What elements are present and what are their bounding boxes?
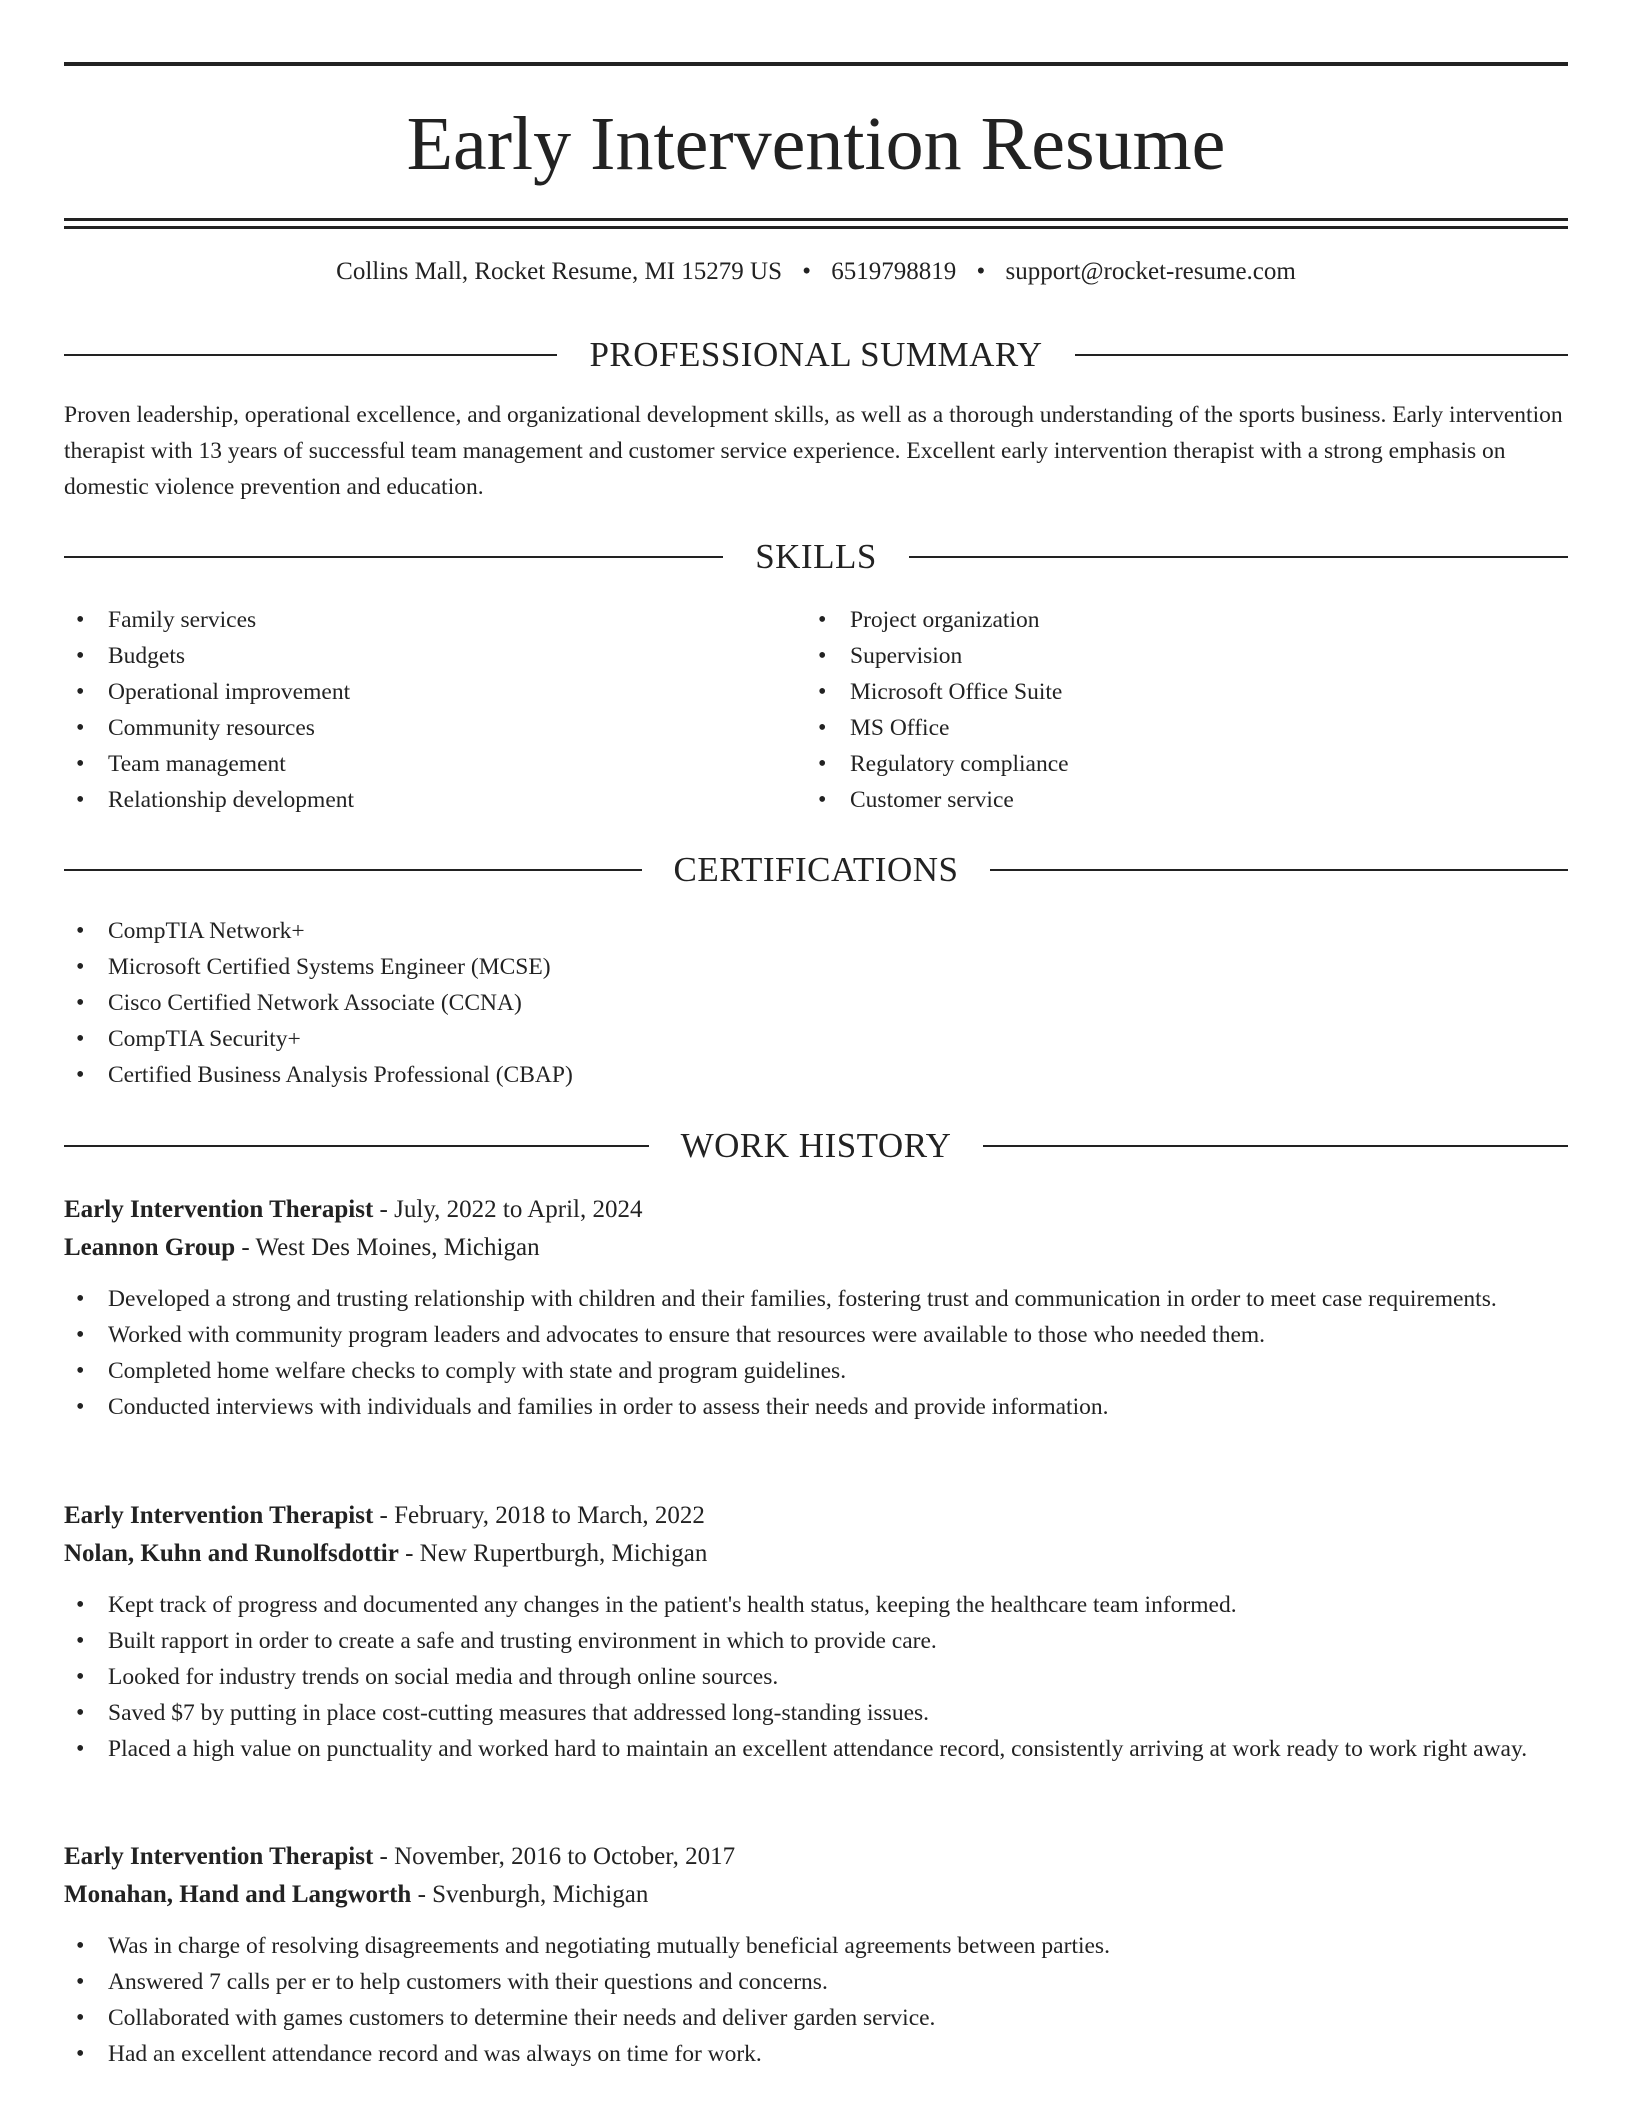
heading-rule xyxy=(64,354,557,356)
job-entry xyxy=(64,1497,1568,1767)
skill-item: • Family services xyxy=(64,602,804,638)
job-bullet: • Placed a high value on punctuality and worked hard to maintain an excellent attendance record, consistently arriving at work ready to work right away. xyxy=(64,1731,1568,1767)
job-company-row: Monahan, Hand and Langworth - Svenburgh, Michigan xyxy=(64,1881,649,1908)
job-entry xyxy=(64,1838,1568,2072)
skill-item: • Budgets xyxy=(64,638,804,674)
job-bullets xyxy=(64,1281,1568,1425)
job-title-row: Early Intervention Therapist - February, 2018 to March, 2022 xyxy=(64,1502,705,1529)
summary-heading xyxy=(64,333,1568,377)
job-title-row: Early Intervention Therapist - November, 2016 to October, 2017 xyxy=(64,1843,736,1870)
certifications-list xyxy=(64,913,1568,1093)
title-top-rule xyxy=(64,62,1568,66)
certification-item: • Certified Business Analysis Professional (CBAP) xyxy=(64,1057,1568,1093)
job-bullet: • Looked for industry trends on social media and through online sources. xyxy=(64,1659,1568,1695)
work-history-heading-label: WORK HISTORY xyxy=(680,1126,952,1165)
summary-heading-label: PROFESSIONAL SUMMARY xyxy=(589,335,1043,374)
heading-rule xyxy=(64,1145,649,1147)
heading-rule xyxy=(1075,354,1568,356)
job-bullet: • Was in charge of resolving disagreements and negotiating mutually beneficial agreements between parties. xyxy=(64,1928,1568,1964)
job-company-row: Leannon Group - West Des Moines, Michigan xyxy=(64,1234,540,1261)
job-company-row: Nolan, Kuhn and Runolfsdottir - New Rupertburgh, Michigan xyxy=(64,1540,708,1567)
job-company: Monahan, Hand and Langworth xyxy=(64,1881,412,1908)
skills-heading xyxy=(64,535,1568,579)
skill-item: • Supervision xyxy=(806,638,1546,674)
contact-address: Collins Mall, Rocket Resume, MI 15279 US xyxy=(336,258,782,285)
job-title: Early Intervention Therapist xyxy=(64,1196,374,1223)
heading-rule xyxy=(990,869,1568,871)
skill-item: • Relationship development xyxy=(64,782,804,818)
job-dates: February, 2018 to March, 2022 xyxy=(394,1502,705,1529)
skill-item: • MS Office xyxy=(806,710,1546,746)
skill-item: • Team management xyxy=(64,746,804,782)
job-location: West Des Moines, Michigan xyxy=(255,1234,540,1261)
job-company: Nolan, Kuhn and Runolfsdottir xyxy=(64,1540,399,1567)
job-bullet: • Built rapport in order to create a safe and trusting environment in which to provide care. xyxy=(64,1623,1568,1659)
skill-item: • Project organization xyxy=(806,602,1546,638)
skill-item: • Customer service xyxy=(806,782,1546,818)
job-title: Early Intervention Therapist xyxy=(64,1502,374,1529)
job-company: Leannon Group xyxy=(64,1234,236,1261)
certification-item: • Cisco Certified Network Associate (CCNA) xyxy=(64,985,1568,1021)
job-dates: July, 2022 to April, 2024 xyxy=(394,1196,643,1223)
job-location: New Rupertburgh, Michigan xyxy=(419,1540,708,1567)
job-title: Early Intervention Therapist xyxy=(64,1843,374,1870)
heading-rule xyxy=(909,556,1568,558)
contact-separator: • xyxy=(976,258,986,285)
job-bullets xyxy=(64,1587,1568,1767)
skills-list-left xyxy=(64,602,804,818)
skills-list-right xyxy=(806,602,1546,818)
certification-item: • CompTIA Security+ xyxy=(64,1021,1568,1057)
heading-rule xyxy=(983,1145,1568,1147)
job-bullet: • Answered 7 calls per er to help customers with their questions and concerns. xyxy=(64,1964,1568,2000)
job-bullet: • Developed a strong and trusting relationship with children and their families, fostering trust and communication in order to meet case requirements. xyxy=(64,1281,1568,1317)
certification-item: • CompTIA Network+ xyxy=(64,913,1568,949)
title-block xyxy=(64,62,1568,229)
certifications-heading xyxy=(64,848,1568,892)
job-title-row: Early Intervention Therapist - July, 2022 to April, 2024 xyxy=(64,1196,643,1223)
certification-item: • Microsoft Certified Systems Engineer (MCSE) xyxy=(64,949,1568,985)
job-bullet: • Worked with community program leaders and advocates to ensure that resources were available to those who needed them. xyxy=(64,1317,1568,1353)
skill-item: • Regulatory compliance xyxy=(806,746,1546,782)
job-bullet: • Completed home welfare checks to comply with state and program guidelines. xyxy=(64,1353,1568,1389)
contact-email: support@rocket-resume.com xyxy=(1005,258,1296,285)
job-location: Svenburgh, Michigan xyxy=(432,1881,649,1908)
job-bullet: • Collaborated with games customers to determine their needs and deliver garden service. xyxy=(64,2000,1568,2036)
skill-item: • Community resources xyxy=(64,710,804,746)
title-double-rule xyxy=(64,218,1568,229)
contact-phone: 6519798819 xyxy=(831,258,957,285)
contact-line xyxy=(64,250,1568,294)
job-dates: November, 2016 to October, 2017 xyxy=(394,1843,736,1870)
job-bullets xyxy=(64,1928,1568,2072)
job-entry xyxy=(64,1191,1568,1425)
heading-rule xyxy=(64,869,642,871)
heading-rule xyxy=(64,556,723,558)
job-bullet: • Conducted interviews with individuals and families in order to assess their needs and provide information. xyxy=(64,1389,1568,1425)
certifications-heading-label: CERTIFICATIONS xyxy=(673,850,959,889)
summary-text: Proven leadership, operational excellence, and organizational development skills, as well as a thorough understanding of the sports business. Early intervention therapist with 13 years of successful team management and customer service experience. Excellent early intervention therapist with a strong emphasis on domestic violence prevention and education. xyxy=(64,402,1563,500)
skill-item: • Operational improvement xyxy=(64,674,804,710)
resume-title: Early Intervention Resume xyxy=(406,102,1226,186)
job-bullet: • Kept track of progress and documented any changes in the patient's health status, keeping the healthcare team informed. xyxy=(64,1587,1568,1623)
work-history-heading xyxy=(64,1124,1568,1168)
job-bullet: • Had an excellent attendance record and was always on time for work. xyxy=(64,2036,1568,2072)
skills-heading-label: SKILLS xyxy=(755,537,877,576)
job-bullet: • Saved $7 by putting in place cost-cutting measures that addressed long-standing issues. xyxy=(64,1695,1568,1731)
skill-item: • Microsoft Office Suite xyxy=(806,674,1546,710)
contact-separator: • xyxy=(802,258,812,285)
